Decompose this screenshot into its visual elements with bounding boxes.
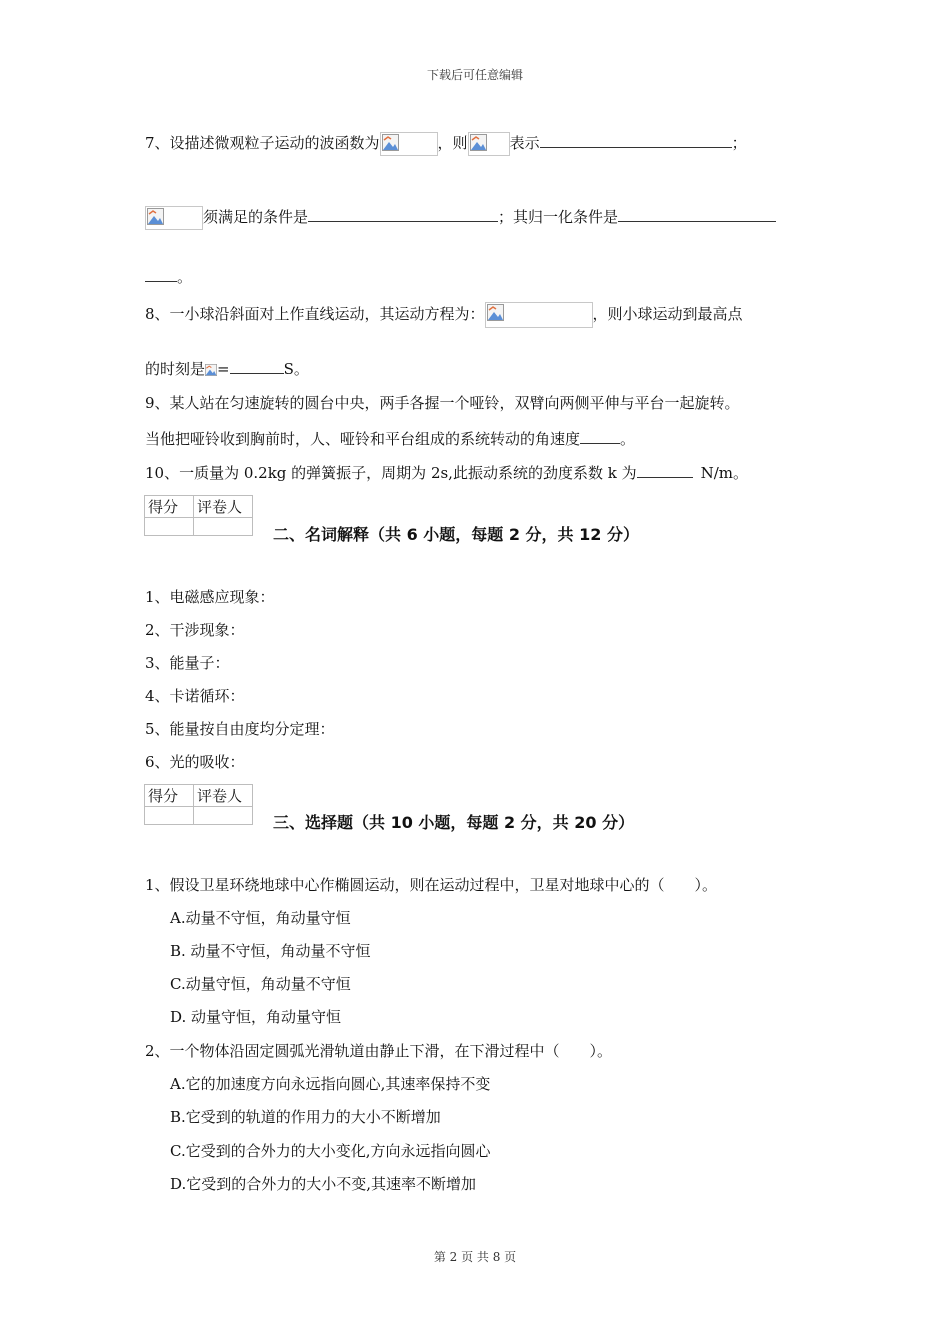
grader-cell[interactable] [194,807,253,825]
grader-label: 评卷人 [194,496,253,518]
broken-image-icon [205,361,217,379]
q10-text-1: 10、一质量为 0.2kg 的弹簧振子，周期为 2s,此振动系统的劲度系数 k 为 [145,464,637,482]
question-9-line-1: 9、某人站在匀速旋转的圆台中央，两手各握一个哑铃，双臂向两侧平伸与平台一起旋转。 [145,394,740,412]
question-9-line-2 [145,428,635,450]
q7-text-5: 须满足的条件是 [203,208,309,226]
page-header: 下载后可任意编辑 [426,68,523,82]
score-label: 得分 [145,785,194,807]
broken-image-icon [485,302,593,328]
q7-text-2: ，则 [437,134,468,152]
option-b[interactable]: B.它受到的轨道的作用力的大小不断增加 [170,1108,441,1126]
page-footer: 第 2 页 共 8 页 [433,1250,517,1264]
term-item-3: 3、能量子： [145,654,230,672]
q9-text-end: 。 [620,430,636,448]
option-d[interactable]: D.它受到的合外力的大小不变,其速率不断增加 [170,1175,477,1193]
option-d[interactable]: D. 动量守恒，角动量守恒 [170,1008,342,1026]
score-table [144,784,253,825]
question-10 [145,462,748,484]
term-item-4: 4、卡诺循环： [145,687,245,705]
broken-image-icon [145,206,203,230]
answer-blank[interactable] [540,132,732,148]
section-2-title: 二、名词解释（共 6 小题，每题 2 分，共 12 分） [273,525,639,544]
question-8-line-1 [145,302,743,328]
q7-text-3: 表示 [509,134,540,152]
option-a[interactable]: A.它的加速度方向永远指向圆心,其速率保持不变 [170,1075,491,1093]
q8-text-1: 8、一小球沿斜面对上作直线运动，其运动方程为： [145,305,485,323]
q8-text-5: S。 [283,360,309,378]
answer-blank[interactable] [308,206,498,222]
score-cell[interactable] [145,518,194,536]
answer-blank[interactable] [637,462,693,478]
grader-cell[interactable] [194,518,253,536]
option-c[interactable]: C.它受到的合外力的大小变化,方向永远指向圆心 [170,1142,491,1160]
option-a[interactable]: A.动量不守恒，角动量守恒 [170,909,351,927]
answer-blank[interactable] [618,206,776,222]
q7-text-7: 。 [177,268,193,286]
q8-text-4: = [217,360,230,378]
option-b[interactable]: B. 动量不守恒，角动量不守恒 [170,942,371,960]
q7-text-6: ；其归一化条件是 [498,208,619,226]
answer-blank[interactable] [580,428,620,444]
term-item-5: 5、能量按自由度均分定理： [145,720,335,738]
q8-text-3: 的时刻是 [145,360,206,378]
question-7-line-2 [145,206,776,230]
question-7-line-1 [145,132,747,156]
score-table [144,495,253,536]
q9-text: 当他把哑铃收到胸前时，人、哑铃和平台组成的系统转动的角速度 [145,430,581,448]
term-item-1: 1、电磁感应现象： [145,588,275,606]
question-7-line-3 [145,266,192,288]
answer-blank[interactable] [145,266,177,282]
q10-text-2: N/m。 [700,464,748,482]
score-cell[interactable] [145,807,194,825]
term-item-2: 2、干涉现象： [145,621,245,639]
question-8-line-2 [145,358,309,380]
score-label: 得分 [145,496,194,518]
answer-blank[interactable] [230,358,284,374]
section-3-title: 三、选择题（共 10 小题，每题 2 分，共 20 分） [273,813,635,832]
term-item-6: 6、光的吸收： [145,753,245,771]
broken-image-icon [468,132,510,156]
q7-text-1: 7、设描述微观粒子运动的波函数为 [145,134,380,152]
choice-question-1: 1、假设卫星环绕地球中心作椭圆运动，则在运动过程中，卫星对地球中心的（ ）。 [145,876,718,894]
broken-image-icon [380,132,438,156]
choice-question-2: 2、一个物体沿固定圆弧光滑轨道由静止下滑，在下滑过程中（ ）。 [145,1042,613,1060]
q7-text-4: ； [731,134,747,152]
option-c[interactable]: C.动量守恒，角动量不守恒 [170,975,351,993]
q8-text-2: ，则小球运动到最高点 [592,305,743,323]
grader-label: 评卷人 [194,785,253,807]
